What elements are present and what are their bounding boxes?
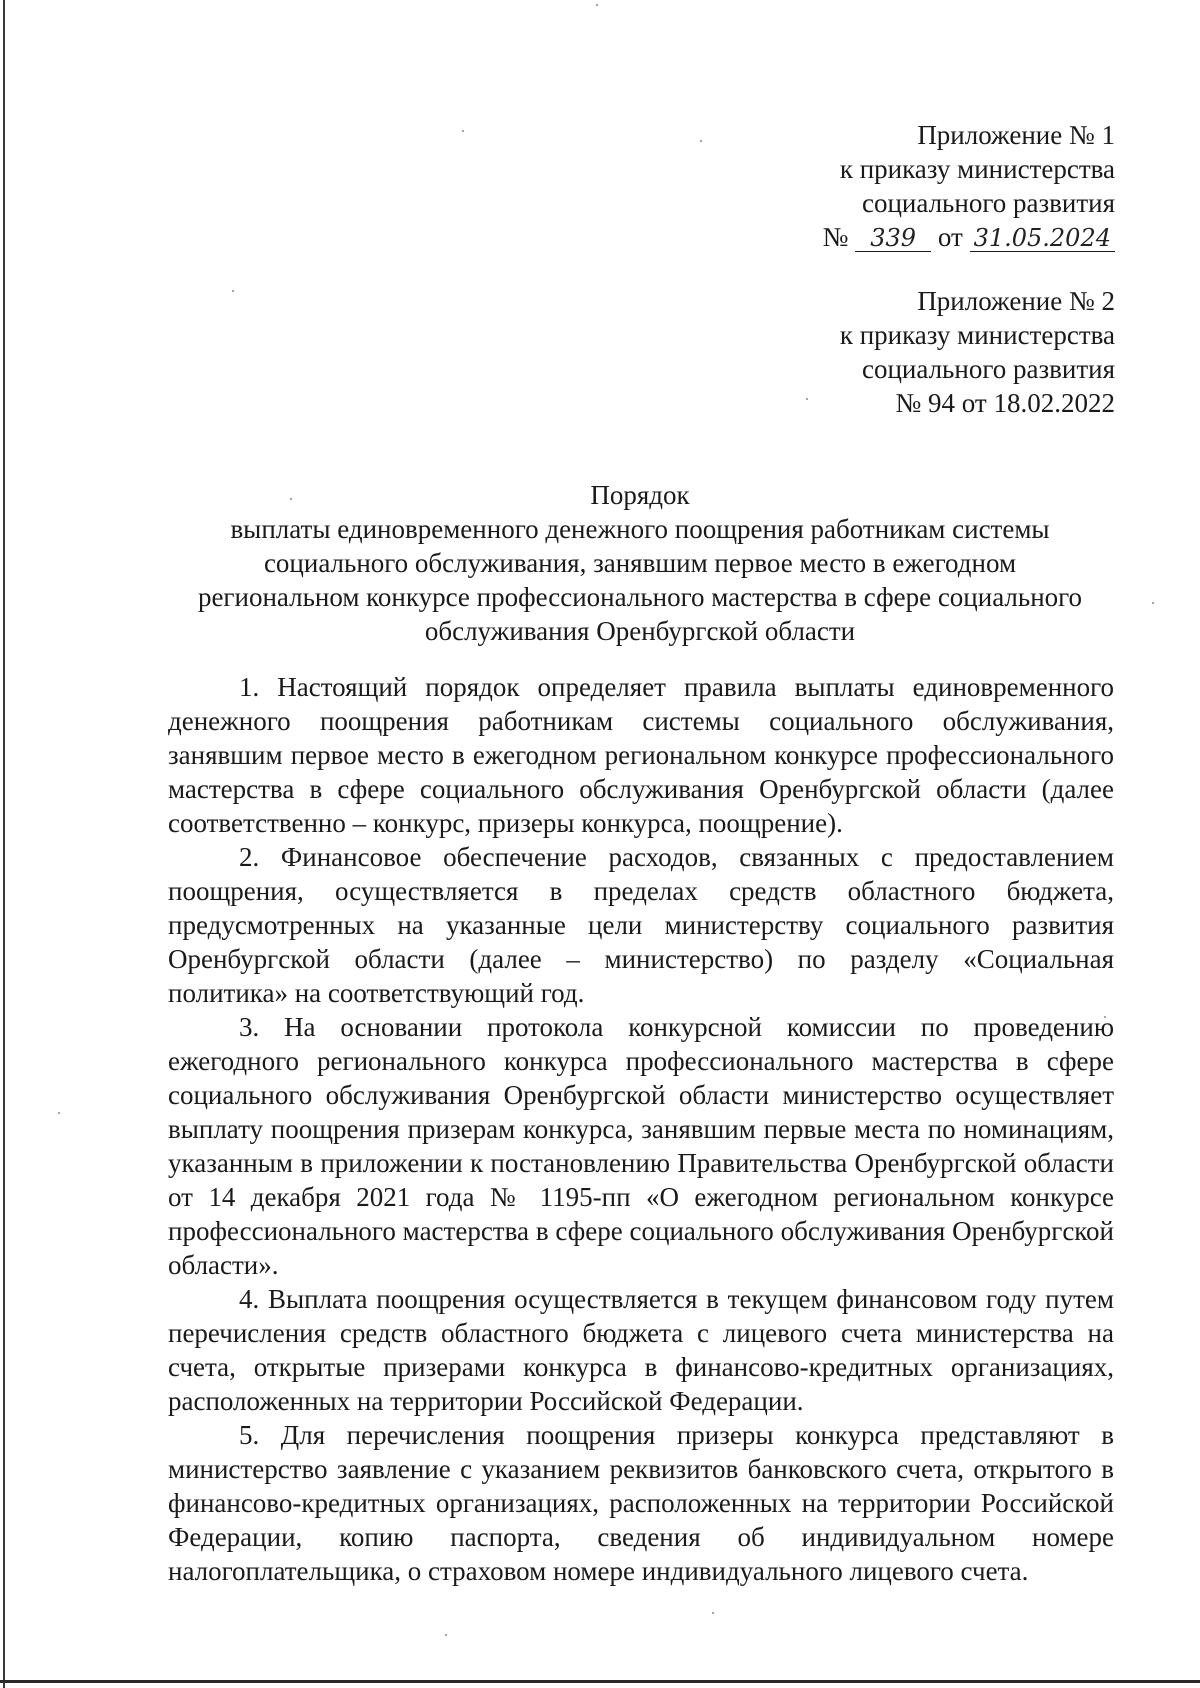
- scan-speck: [700, 140, 702, 142]
- attachment-1-number-line: [823, 220, 1115, 254]
- heading-line: социального обслуживания, занявшим первое место в ежегодном: [263, 548, 1017, 578]
- handwritten-order-date: 31.05.2024: [970, 225, 1115, 252]
- paragraph-4: 4. Выплата поощрения осуществляется в текущем финансовом году путем перечисления средств областного бюджета с лицевого счета министерства на счета, открытые призерами конкурса в финансово-кредитных организациях, расположенных на территории Российской Федерации.: [168, 1284, 1114, 1416]
- document-body: [168, 670, 1114, 1588]
- attachment-1-title: Приложение № 1: [917, 120, 1115, 150]
- scan-speck: [58, 1112, 60, 1114]
- attachment-1-line2: к приказу министерства: [839, 154, 1115, 184]
- heading-line: региональном конкурсе профессионального мастерства в сфере социального: [197, 582, 1083, 612]
- paragraph-2: 2. Финансовое обеспечение расходов, связанных с предоставлением поощрения, осуществляется в пределах средств областного бюджета, предусмотренных на указанные цели министерству социального развития Оренбургской области (далее – министерство) по разделу «Социальная политика» на соответствующий год.: [168, 842, 1114, 1008]
- paragraph-5: 5. Для перечисления поощрения призеры конкурса представляют в министерство заявление с указанием реквизитов банковского счета, открытого в финансово-кредитных организациях, расположенных на территории Российской Федерации, копию паспорта, сведения об индивидуальном номере налогоплательщика, о страховом номере индивидуального лицевого счета.: [168, 1420, 1114, 1586]
- scan-speck: [806, 398, 808, 400]
- scan-left-edge: [3, 0, 5, 1688]
- attachment-1-line3: социального развития: [861, 188, 1115, 218]
- scan-speck: [712, 1612, 714, 1614]
- paragraph-1: 1. Настоящий порядок определяет правила выплаты единовременного денежного поощрения работникам системы социального обслуживания, занявшим первое место в ежегодном региональном конкурсе профессионального мастерства в сфере социального обслуживания Оренбургской области (далее соответственно – конкурс, призеры конкурса, поощрение).: [168, 672, 1114, 838]
- heading-line: обслуживания Оренбургской области: [424, 616, 856, 646]
- scan-bottom-edge: [0, 1680, 1200, 1683]
- heading-title: Порядок: [590, 480, 690, 510]
- number-prefix: №: [822, 222, 849, 252]
- scan-speck: [232, 290, 234, 292]
- scan-speck: [445, 1634, 447, 1636]
- attachment-2-line3: социального развития: [861, 354, 1115, 384]
- attachment-2-line4: № 94 от 18.02.2022: [895, 388, 1115, 418]
- date-prefix: от: [937, 222, 963, 252]
- attachment-1-header: [823, 118, 1115, 254]
- paragraph-3: 3. На основании протокола конкурсной комиссии по проведению ежегодного регионального конкурса профессионального мастерства в сфере социального обслуживания Оренбургской области министерство осуществляет выплату поощрения призерам конкурса, занявшим первые места по номинациям, указанным в приложении к постановлению Правительства Оренбургской области от 14 декабря 2021 года № 1195-пп «О ежегодном региональном конкурсе профессионального мастерства в сфере социального обслуживания Оренбургской области».: [168, 1012, 1114, 1280]
- attachment-2-header: [840, 284, 1115, 420]
- document-heading: [140, 478, 1140, 648]
- scan-speck: [1152, 602, 1154, 604]
- attachment-2-line2: к приказу министерства: [839, 320, 1115, 350]
- attachment-2-title: Приложение № 2: [917, 286, 1115, 316]
- heading-line: выплаты единовременного денежного поощрения работникам системы: [230, 514, 1050, 544]
- scan-speck: [596, 4, 598, 6]
- scan-speck: [462, 130, 464, 132]
- handwritten-order-number: 339: [855, 225, 931, 252]
